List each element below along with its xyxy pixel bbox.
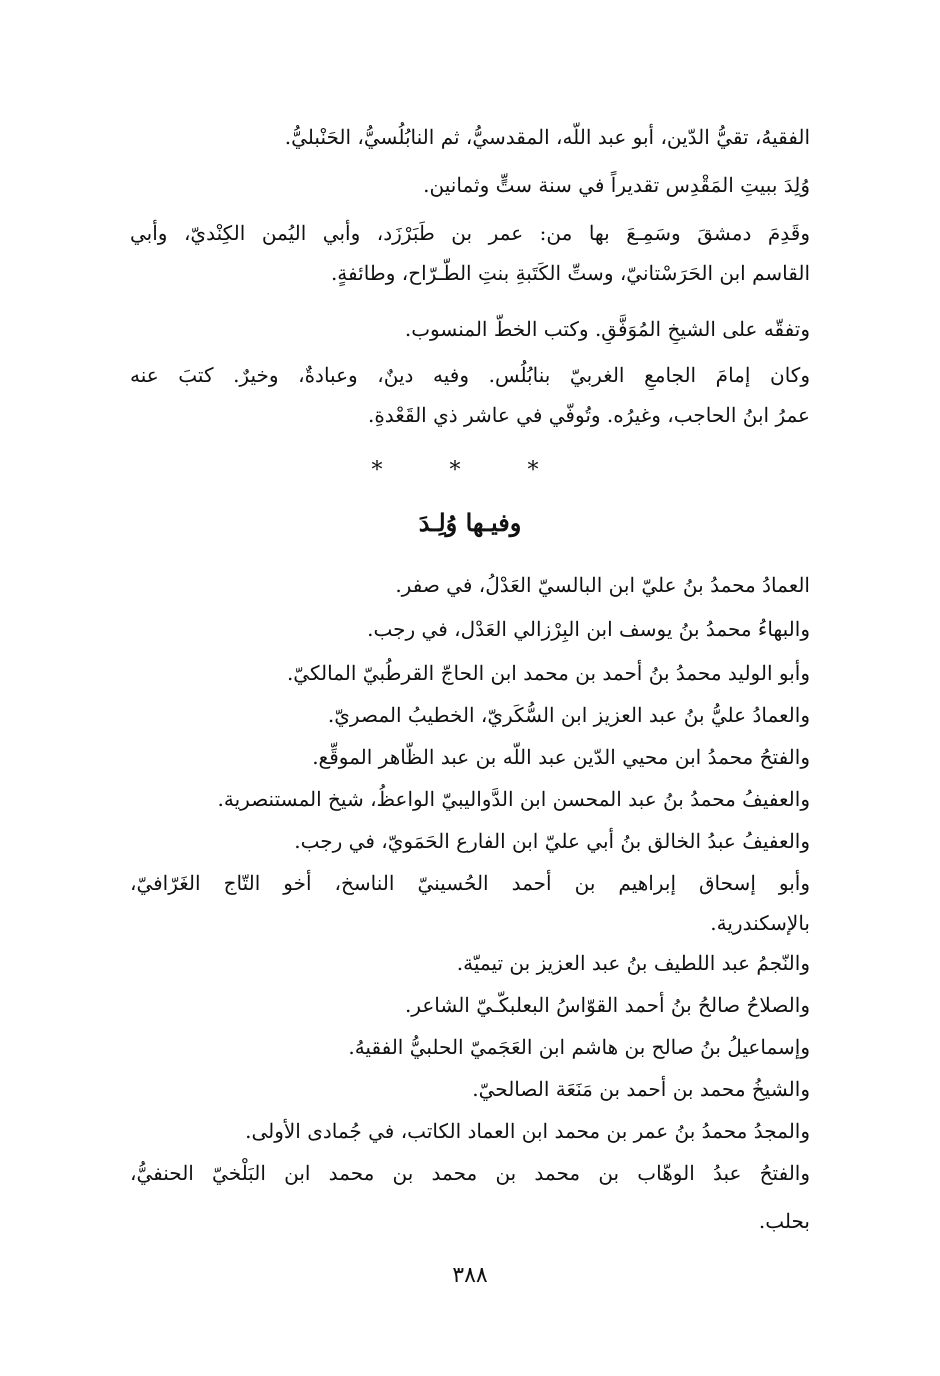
text-line: والصلاحُ صالحُ بنُ أحمد القوّاسُ البعلبكّـيّ الشاعر. — [404, 993, 810, 1017]
text-line: وأبو الوليد محمدُ بنُ أحمد بن محمد ابن الحاجّ القرطُبيّ المالكيّ. — [286, 661, 810, 685]
text-line: العمادُ محمدُ بنُ عليّ ابن البالسيّ العَدْلُ، في صفر. — [395, 573, 810, 597]
text-line: وأبو إسحاق إبراهيم بن أحمد الحُسينيّ الناسخ، أخو التّاج الغَرّافيّ، — [130, 871, 810, 895]
text-line: والمجدُ محمدُ بنُ عمر بن محمد ابن العماد الكاتب، في جُمادى الأولى. — [245, 1119, 810, 1143]
text-line: والعمادُ عليُّ بنُ عبد العزيز ابن السُّكَريّ، الخطيبُ المصريّ. — [327, 703, 810, 727]
text-line: وقَدِمَ دمشقَ وسَمِـعَ بها من: عمر بن طَبَرْزَد، وأبي اليُمن الكِنْديّ، وأبي — [130, 221, 810, 245]
text-line: وتفقّه على الشيخِ المُوَفَّقِ. وكتب الخطَّ المنسوب. — [404, 317, 810, 341]
text-line: القاسم ابن الحَرَسْتانيّ، وستِّ الكَتَبةِ بنتِ الطَّـرّاح، وطائفةٍ. — [330, 261, 810, 285]
text-line: وُلِدَ ببيتِ المَقْدِس تقديراً في سنة ستٍّ وثمانين. — [423, 173, 810, 197]
text-line: والعفيفُ عبدُ الخالق بنُ أبي عليّ ابن الفارع الحَمَويّ، في رجب. — [294, 829, 810, 853]
text-line: والفتحُ محمدُ ابن محيي الدّين عبد اللّه بن عبد الظّاهر الموقِّع. — [312, 745, 810, 769]
text-line: والشيخُ محمد بن أحمد بن مَنَعَة الصالحيّ. — [472, 1077, 810, 1101]
text-line: بالإسكندرية. — [710, 911, 810, 935]
text-line: والنّجمُ عبد اللطيف بنُ عبد العزيز بن تيميّة. — [456, 951, 810, 975]
section-heading: وفيـها وُلِـدَ — [418, 508, 522, 537]
text-line: والبهاءُ محمدُ بنُ يوسف ابن البِرْزالي العَدْل، في رجب. — [367, 617, 810, 641]
text-line: وكان إمامَ الجامعِ الغربيّ بنابُلُس. وفيه دينٌ، وعبادةٌ، وخيرٌ. كتبَ عنه — [130, 363, 810, 387]
text-line: بحلب. — [758, 1209, 810, 1233]
section-separator: * * * — [371, 458, 569, 483]
page-number: ٣٨٨ — [452, 1263, 488, 1288]
text-line: وإسماعيلُ بنُ صالح بن هاشم ابن العَجَميّ الحلبيُّ الفقيهُ. — [348, 1035, 810, 1059]
text-line: الفقيهُ، تقيُّ الدّين، أبو عبد اللّه، المقدسيُّ، ثم النابُلُسيُّ، الحَنْبليُّ. — [284, 125, 810, 149]
text-line: والفتحُ عبدُ الوهّاب بن محمد بن محمد بن محمد ابن البَلْخيّ الحنفيُّ، — [130, 1161, 810, 1185]
text-line: والعفيفُ محمدُ بنُ عبد المحسن ابن الدَّواليبيّ الواعظُ، شيخ المستنصرية. — [217, 787, 810, 811]
text-line: عمرُ ابنُ الحاجب، وغيرُه. وتُوفّي في عاشر ذي القَعْدةِ. — [367, 403, 810, 427]
